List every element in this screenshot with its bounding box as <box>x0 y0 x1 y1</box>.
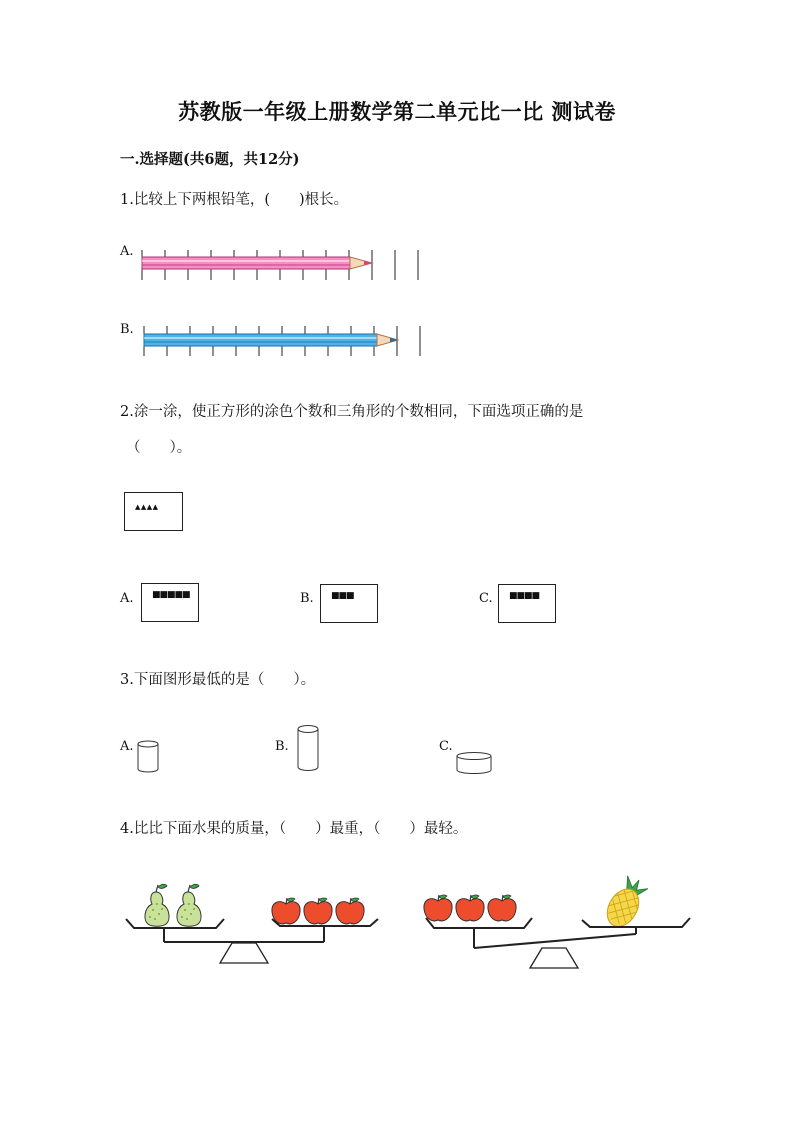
question-2-text: 2.涂一涂，使正方形的涂色个数和三角形的个数相同，下面选项正确的是 <box>120 404 584 420</box>
q2-option-a-squares: ■■■■■ <box>152 590 190 600</box>
q2-triangles: ▲▲▲▲ <box>135 503 159 511</box>
q1-pencil-a <box>138 248 428 282</box>
q1-option-a-label: A. <box>120 244 134 259</box>
q2-option-a-label: A. <box>120 591 134 606</box>
page-title: 苏教版一年级上册数学第二单元比一比 测试卷 <box>178 99 616 124</box>
q3-cylinder-c <box>455 752 495 776</box>
q2-option-b-squares: ■■■ <box>331 591 354 601</box>
section-heading: 一.选择题(共6题，共12分) <box>120 151 300 168</box>
question-4-text: 4.比比下面水果的质量，（ ）最重，（ ）最轻。 <box>120 821 468 837</box>
apple-icon <box>456 895 484 921</box>
q2-option-a-box <box>141 583 199 622</box>
q3-cylinder-b <box>296 724 320 772</box>
q3-option-c-label: C. <box>439 739 453 754</box>
q2-option-b-label: B. <box>300 591 314 606</box>
q3-cylinder-a <box>136 740 162 774</box>
q2-triangle-box <box>124 492 183 531</box>
q1-pencil-b <box>140 324 430 358</box>
apple-icon <box>424 895 452 921</box>
q4-scale-1 <box>120 880 390 970</box>
q4-scale-2 <box>420 876 700 972</box>
pear-icon <box>177 884 201 926</box>
question-2-text-cont: （ ）。 <box>126 440 192 456</box>
q2-option-c-label: C. <box>479 591 493 606</box>
apple-icon <box>336 898 364 924</box>
q2-option-c-box <box>498 584 556 623</box>
q3-option-b-label: B. <box>275 739 289 754</box>
q3-option-a-label: A. <box>120 739 134 754</box>
q1-pencil-b-body <box>144 334 377 346</box>
apple-icon <box>304 898 332 924</box>
q1-pencil-a-body <box>142 257 350 269</box>
pineapple-icon <box>601 873 651 932</box>
apple-icon <box>272 898 300 924</box>
question-3-text: 3.下面图形最低的是（ ）。 <box>120 672 316 688</box>
apple-icon <box>488 895 516 921</box>
pear-icon <box>145 884 169 926</box>
q2-option-b-box <box>320 584 378 623</box>
question-1-text: 1.比较上下两根铅笔，( )根长。 <box>120 192 349 208</box>
q2-option-c-squares: ■■■■ <box>509 591 540 601</box>
q1-option-b-label: B. <box>120 322 134 337</box>
